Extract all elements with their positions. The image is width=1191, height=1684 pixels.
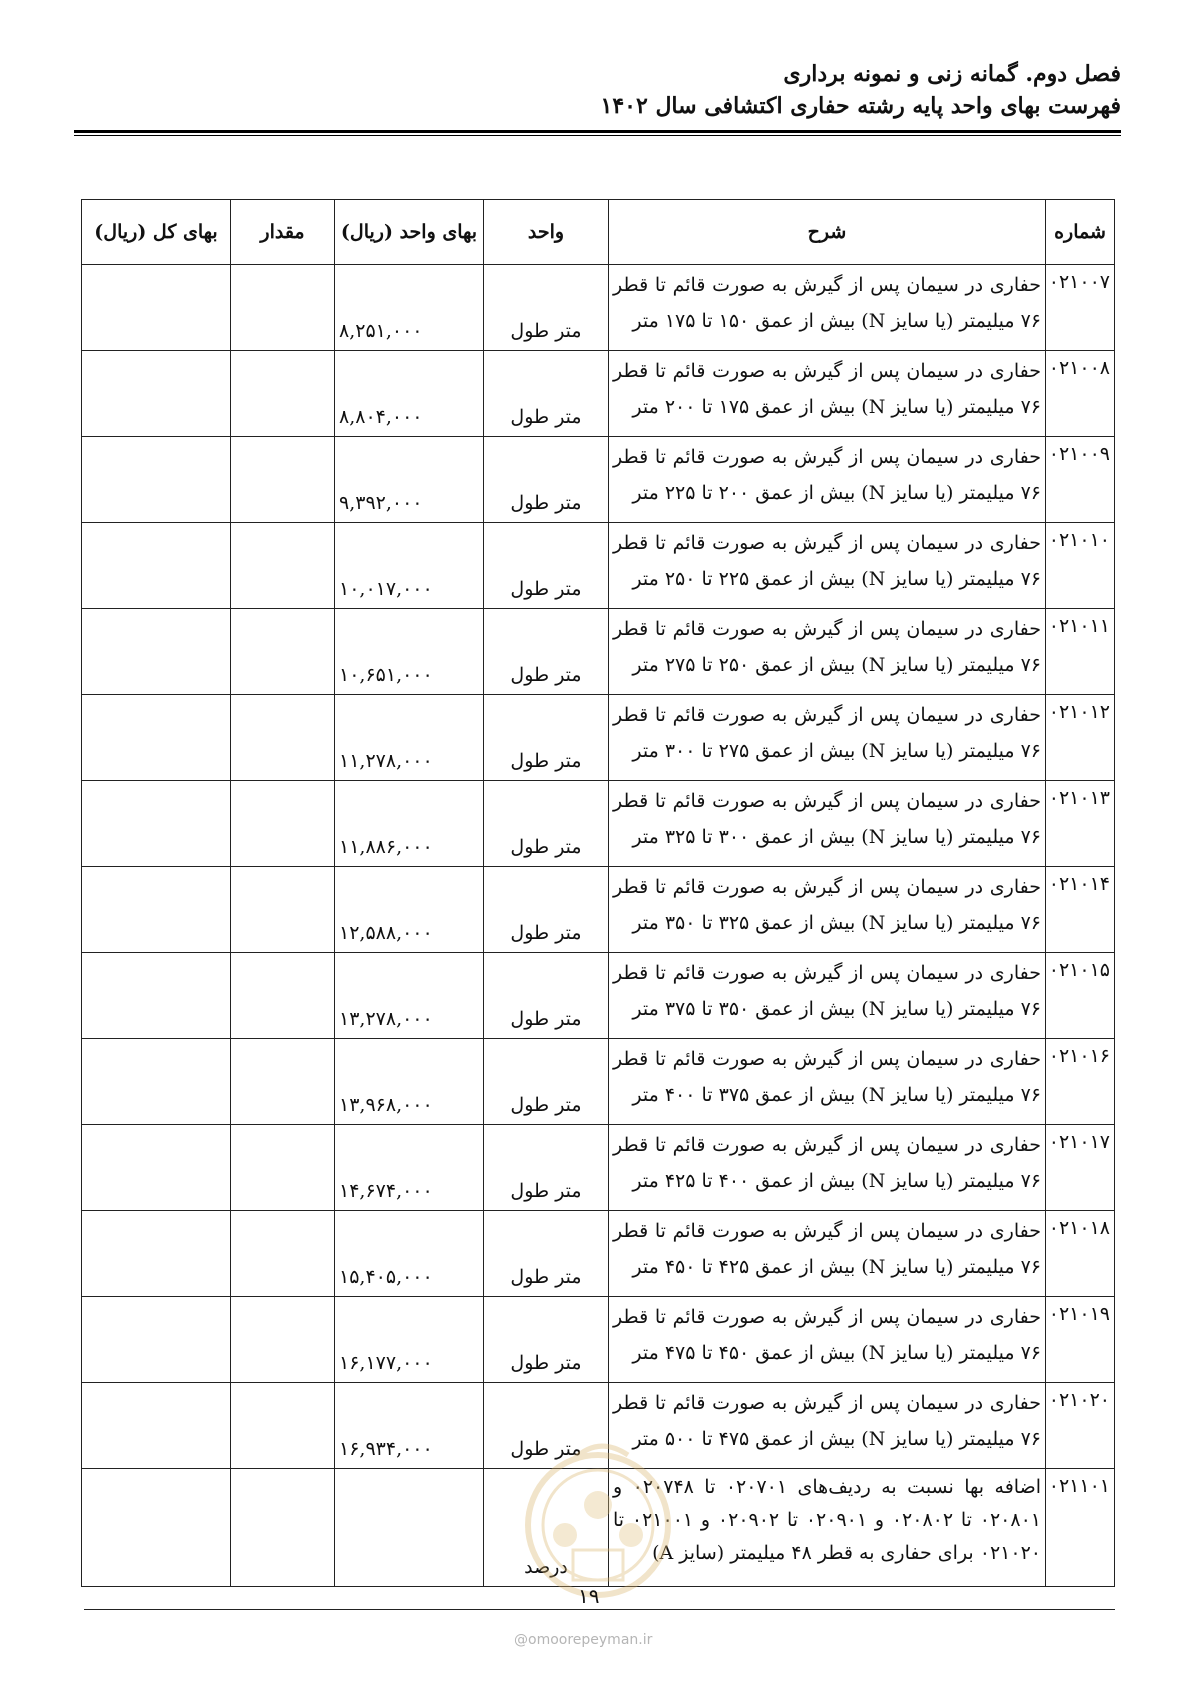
item-quantity — [231, 1469, 335, 1587]
header-rule-thin — [74, 135, 1121, 136]
website-watermark: @omoorepeyman.ir — [514, 1632, 653, 1648]
item-code: ۰۲۱۰۱۶ — [1046, 1039, 1115, 1125]
item-total-price — [82, 1297, 231, 1383]
item-description: حفاری در سیمان پس از گیرش به صورت قائم تا قطر ۷۶ میلیمتر (یا سایز N) بیش از عمق ۴۵۰ تا ۴۷۵ متر — [609, 1297, 1046, 1383]
chapter-title: فصل دوم. گمانه زنی و نمونه برداری — [783, 61, 1121, 87]
price-table — [81, 199, 1115, 1587]
table-row — [82, 1297, 1115, 1383]
item-quantity — [231, 609, 335, 695]
table-row — [82, 265, 1115, 351]
item-unit-price: ۱۶,۹۳۴,۰۰۰ — [335, 1383, 484, 1469]
item-total-price — [82, 1211, 231, 1297]
table-row — [82, 953, 1115, 1039]
table-header-row — [82, 200, 1115, 265]
item-quantity — [231, 1383, 335, 1469]
item-description: حفاری در سیمان پس از گیرش به صورت قائم تا قطر ۷۶ میلیمتر (یا سایز N) بیش از عمق ۱۷۵ تا ۲۰۰ متر — [609, 351, 1046, 437]
page-number: ۱۹ — [578, 1584, 600, 1608]
item-unit: متر طول — [484, 781, 609, 867]
item-total-price — [82, 695, 231, 781]
table-body — [82, 265, 1115, 1587]
page-header — [74, 58, 1121, 122]
header-total-price: بهای کل (ریال) — [82, 200, 231, 265]
item-total-price — [82, 609, 231, 695]
item-code: ۰۲۱۰۱۸ — [1046, 1211, 1115, 1297]
item-unit-price: ۸,۲۵۱,۰۰۰ — [335, 265, 484, 351]
item-unit-price: ۱۱,۲۷۸,۰۰۰ — [335, 695, 484, 781]
item-unit: متر طول — [484, 437, 609, 523]
item-unit-price: ۱۵,۴۰۵,۰۰۰ — [335, 1211, 484, 1297]
item-unit: متر طول — [484, 351, 609, 437]
item-quantity — [231, 265, 335, 351]
table-row — [82, 437, 1115, 523]
item-total-price — [82, 1469, 231, 1587]
item-description: حفاری در سیمان پس از گیرش به صورت قائم تا قطر ۷۶ میلیمتر (یا سایز N) بیش از عمق ۲۰۰ تا ۲۲۵ متر — [609, 437, 1046, 523]
table-row — [82, 695, 1115, 781]
item-code: ۰۲۱۰۰۷ — [1046, 265, 1115, 351]
item-description: حفاری در سیمان پس از گیرش به صورت قائم تا قطر ۷۶ میلیمتر (یا سایز N) بیش از عمق ۴۷۵ تا ۵۰۰ متر — [609, 1383, 1046, 1469]
item-description: حفاری در سیمان پس از گیرش به صورت قائم تا قطر ۷۶ میلیمتر (یا سایز N) بیش از عمق ۳۰۰ تا ۳۲۵ متر — [609, 781, 1046, 867]
item-description: حفاری در سیمان پس از گیرش به صورت قائم تا قطر ۷۶ میلیمتر (یا سایز N) بیش از عمق ۴۰۰ تا ۴۲۵ متر — [609, 1125, 1046, 1211]
item-quantity — [231, 523, 335, 609]
item-quantity — [231, 781, 335, 867]
item-code: ۰۲۱۰۱۰ — [1046, 523, 1115, 609]
item-unit: متر طول — [484, 1297, 609, 1383]
item-code: ۰۲۱۰۱۷ — [1046, 1125, 1115, 1211]
item-total-price — [82, 953, 231, 1039]
table-row — [82, 523, 1115, 609]
item-quantity — [231, 953, 335, 1039]
item-unit-price: ۱۳,۲۷۸,۰۰۰ — [335, 953, 484, 1039]
table-row — [82, 609, 1115, 695]
item-total-price — [82, 265, 231, 351]
table-row — [82, 1125, 1115, 1211]
item-code: ۰۲۱۰۱۲ — [1046, 695, 1115, 781]
table-row — [82, 867, 1115, 953]
item-description: اضافه بها نسبت به ردیف‌های ۰۲۰۷۰۱ تا ۰۲۰۷۴۸ و ۰۲۰۸۰۱ تا ۰۲۰۸۰۲ و ۰۲۰۹۰۱ تا ۰۲۰۹۰۲ و ۰۲۱۰۰۱ تا ۰۲۱۰۲۰ برای حفاری به قطر ۴۸ میلیمتر (سایز A) — [609, 1469, 1046, 1587]
item-unit-price: ۱۲,۵۸۸,۰۰۰ — [335, 867, 484, 953]
price-list-title: فهرست بهای واحد پایه رشته حفاری اکتشافی سال ۱۴۰۲ — [600, 93, 1121, 119]
item-quantity — [231, 1125, 335, 1211]
item-code: ۰۲۱۰۱۴ — [1046, 867, 1115, 953]
item-description: حفاری در سیمان پس از گیرش به صورت قائم تا قطر ۷۶ میلیمتر (یا سایز N) بیش از عمق ۳۵۰ تا ۳۷۵ متر — [609, 953, 1046, 1039]
header-unit-price: بهای واحد (ریال) — [335, 200, 484, 265]
item-code: ۰۲۱۱۰۱ — [1046, 1469, 1115, 1587]
item-unit: متر طول — [484, 953, 609, 1039]
item-total-price — [82, 351, 231, 437]
item-unit-price — [335, 1469, 484, 1587]
item-unit: متر طول — [484, 1383, 609, 1469]
header-code: شماره — [1046, 200, 1115, 265]
item-unit: متر طول — [484, 265, 609, 351]
item-code: ۰۲۱۰۲۰ — [1046, 1383, 1115, 1469]
footer-rule — [84, 1609, 1115, 1610]
item-description: حفاری در سیمان پس از گیرش به صورت قائم تا قطر ۷۶ میلیمتر (یا سایز N) بیش از عمق ۴۲۵ تا ۴۵۰ متر — [609, 1211, 1046, 1297]
item-quantity — [231, 437, 335, 523]
watermark-seal — [503, 1430, 693, 1600]
table-row — [82, 1211, 1115, 1297]
item-unit: متر طول — [484, 1211, 609, 1297]
item-code: ۰۲۱۰۱۵ — [1046, 953, 1115, 1039]
header-unit: واحد — [484, 200, 609, 265]
item-unit-price: ۹,۳۹۲,۰۰۰ — [335, 437, 484, 523]
item-description: حفاری در سیمان پس از گیرش به صورت قائم تا قطر ۷۶ میلیمتر (یا سایز N) بیش از عمق ۲۲۵ تا ۲۵۰ متر — [609, 523, 1046, 609]
item-unit: متر طول — [484, 609, 609, 695]
table-row — [82, 351, 1115, 437]
item-description: حفاری در سیمان پس از گیرش به صورت قائم تا قطر ۷۶ میلیمتر (یا سایز N) بیش از عمق ۲۵۰ تا ۲۷۵ متر — [609, 609, 1046, 695]
item-description: حفاری در سیمان پس از گیرش به صورت قائم تا قطر ۷۶ میلیمتر (یا سایز N) بیش از عمق ۱۵۰ تا ۱۷۵ متر — [609, 265, 1046, 351]
item-total-price — [82, 867, 231, 953]
item-total-price — [82, 1039, 231, 1125]
item-unit-price: ۱۶,۱۷۷,۰۰۰ — [335, 1297, 484, 1383]
item-code: ۰۲۱۰۱۳ — [1046, 781, 1115, 867]
item-unit: متر طول — [484, 1125, 609, 1211]
item-unit: متر طول — [484, 867, 609, 953]
item-quantity — [231, 1039, 335, 1125]
header-rule-thick — [74, 130, 1121, 133]
item-code: ۰۲۱۰۱۹ — [1046, 1297, 1115, 1383]
item-code: ۰۲۱۰۱۱ — [1046, 609, 1115, 695]
item-quantity — [231, 1297, 335, 1383]
item-unit-price: ۸,۸۰۴,۰۰۰ — [335, 351, 484, 437]
header-description: شرح — [609, 200, 1046, 265]
table-row — [82, 781, 1115, 867]
item-unit-price: ۱۰,۰۱۷,۰۰۰ — [335, 523, 484, 609]
item-total-price — [82, 781, 231, 867]
item-unit-price: ۱۰,۶۵۱,۰۰۰ — [335, 609, 484, 695]
item-quantity — [231, 695, 335, 781]
item-unit: متر طول — [484, 1039, 609, 1125]
item-unit-price: ۱۴,۶۷۴,۰۰۰ — [335, 1125, 484, 1211]
item-code: ۰۲۱۰۰۸ — [1046, 351, 1115, 437]
item-description: حفاری در سیمان پس از گیرش به صورت قائم تا قطر ۷۶ میلیمتر (یا سایز N) بیش از عمق ۳۷۵ تا ۴۰۰ متر — [609, 1039, 1046, 1125]
item-quantity — [231, 1211, 335, 1297]
item-total-price — [82, 523, 231, 609]
item-quantity — [231, 867, 335, 953]
item-description: حفاری در سیمان پس از گیرش به صورت قائم تا قطر ۷۶ میلیمتر (یا سایز N) بیش از عمق ۳۲۵ تا ۳۵۰ متر — [609, 867, 1046, 953]
item-total-price — [82, 1125, 231, 1211]
item-unit: متر طول — [484, 695, 609, 781]
item-code: ۰۲۱۰۰۹ — [1046, 437, 1115, 523]
item-total-price — [82, 437, 231, 523]
item-unit: متر طول — [484, 523, 609, 609]
item-total-price — [82, 1383, 231, 1469]
item-unit-price: ۱۱,۸۸۶,۰۰۰ — [335, 781, 484, 867]
header-quantity: مقدار — [231, 200, 335, 265]
table-row — [82, 1039, 1115, 1125]
item-unit-price: ۱۳,۹۶۸,۰۰۰ — [335, 1039, 484, 1125]
item-description: حفاری در سیمان پس از گیرش به صورت قائم تا قطر ۷۶ میلیمتر (یا سایز N) بیش از عمق ۲۷۵ تا ۳۰۰ متر — [609, 695, 1046, 781]
item-quantity — [231, 351, 335, 437]
item-unit: درصد — [484, 1469, 609, 1587]
